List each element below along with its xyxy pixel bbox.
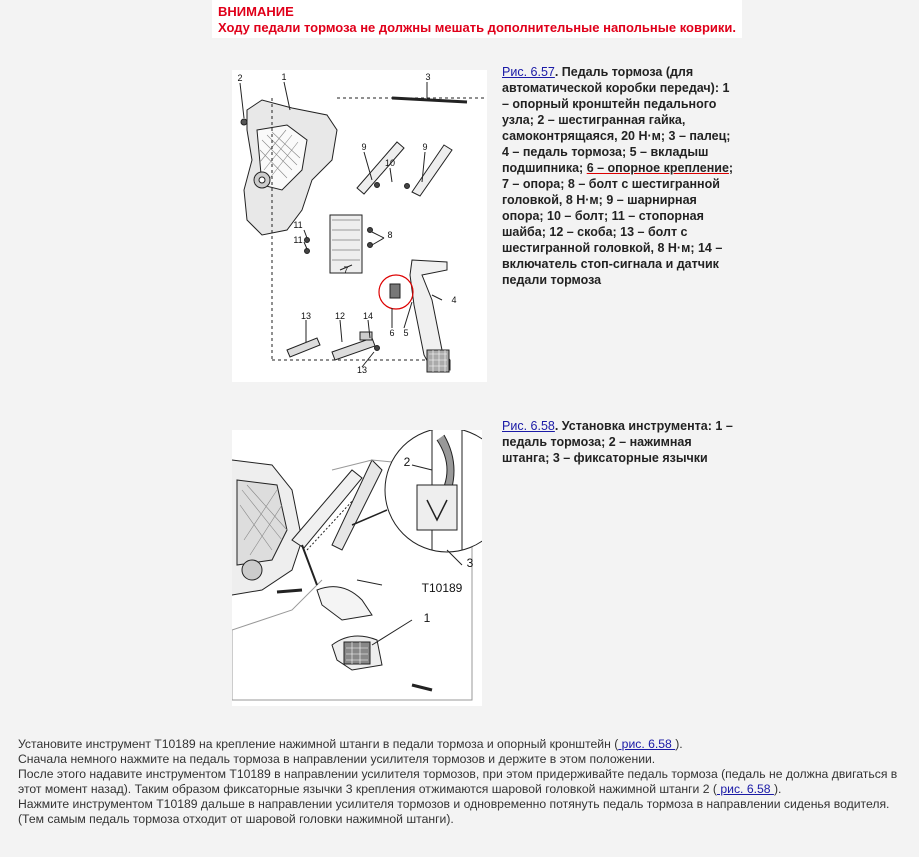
instruction-paragraph-1 <box>18 737 908 752</box>
tool-installation-drawing <box>232 430 482 706</box>
instruction-paragraph-4: Нажмите инструментом T10189 дальше в направлении усилителя тормозов и одновременно потянуть педаль тормоза в направлении сиденья водителя. (Тем самым педаль тормоза отходит от шаровой головки нажимной штанги). <box>18 797 890 826</box>
callout-12: 12 <box>334 311 346 321</box>
brake-pedal-drawing <box>232 70 487 382</box>
warning-title: ВНИМАНИЕ <box>218 4 294 19</box>
callout-3: 3 <box>466 556 474 570</box>
instruction-paragraph-3 <box>18 767 908 797</box>
figure-tool-installation <box>232 430 482 706</box>
figure1-caption-end: ; 7 – опора; 8 – болт с шестигранной головкой, 8 Н·м; 9 – шарнирная опора; 10 – болт; 11 – стопорная шайба; 12 – скоба; 13 – болт с шестигранной головкой, 8 Н·м; 14 – включатель стоп-сигнала и датчик педали тормоза <box>502 161 734 287</box>
warning-text: Ходу педали тормоза не должны мешать дополнительные напольные коврики. <box>218 20 737 35</box>
warning-box <box>212 0 742 38</box>
callout-13a: 13 <box>300 311 312 321</box>
figure-brake-pedal-diagram <box>232 70 487 382</box>
callout-1: 1 <box>423 611 431 625</box>
figure2-ref-link-2[interactable]: рис. 6.58 <box>716 782 774 796</box>
callout-3: 3 <box>425 72 431 82</box>
figure2-link[interactable]: Рис. 6.58 <box>502 419 555 433</box>
callout-6: 6 <box>389 328 395 338</box>
callout-11b: 11 <box>293 235 303 245</box>
figure2-caption <box>502 418 734 466</box>
callout-2: 2 <box>237 73 243 83</box>
figure1-link[interactable]: Рис. 6.57 <box>502 65 555 79</box>
instruction-paragraph-2: Сначала немного нажмите на педаль тормоза в направлении усилителя тормозов и держите в этом положении. <box>18 752 656 766</box>
instruction-3-end: ). <box>773 782 782 796</box>
callout-14: 14 <box>362 311 374 321</box>
instruction-1-start: Установите инструмент T10189 на крепление нажимной штанги в педали тормоза и опорный кронштейн ( <box>18 737 619 751</box>
figure2-ref-link-1[interactable]: рис. 6.58 <box>618 737 676 751</box>
callout-13b: 13 <box>356 365 368 375</box>
callout-4: 4 <box>451 295 457 305</box>
callout-9a: 9 <box>361 142 367 152</box>
figure1-caption-start: . Педаль тормоза (для автоматической коробки передач): 1 – опорный кронштейн педального узла; 2 – шестигранная гайка, самоконтрящаяся, 20 Н·м; 3 – палец; 4 – педаль тормоза; 5 – вкладыш подшипника; <box>502 65 731 175</box>
callout-5: 5 <box>403 328 409 338</box>
instructions-text <box>18 737 908 827</box>
callout-9b: 9 <box>422 142 428 152</box>
figure1-caption <box>502 64 734 288</box>
callout-tool: T10189 <box>421 581 463 595</box>
figure2-caption-text: . Установка инструмента: 1 – педаль тормоза; 2 – нажимная штанга; 3 – фиксаторные язычки <box>502 419 733 465</box>
instruction-1-end: ). <box>675 737 683 751</box>
callout-10: 10 <box>384 158 396 168</box>
figure1-caption-marked: 6 – опорное крепление <box>586 161 729 175</box>
instruction-3-start: После этого надавите инструментом T10189 в направлении усилителя тормозов, при этом придерживайте педаль тормоза (педаль не должна двигаться в этот момент назад). Таким образом фиксаторные язычки 3 крепления отжимаются шаровой головкой нажимной штанги 2 ( <box>18 767 898 796</box>
callout-2: 2 <box>403 455 411 469</box>
callout-8: 8 <box>387 230 393 240</box>
callout-7: 7 <box>343 265 349 275</box>
callout-11a: 11 <box>293 220 303 230</box>
callout-1: 1 <box>281 72 287 82</box>
